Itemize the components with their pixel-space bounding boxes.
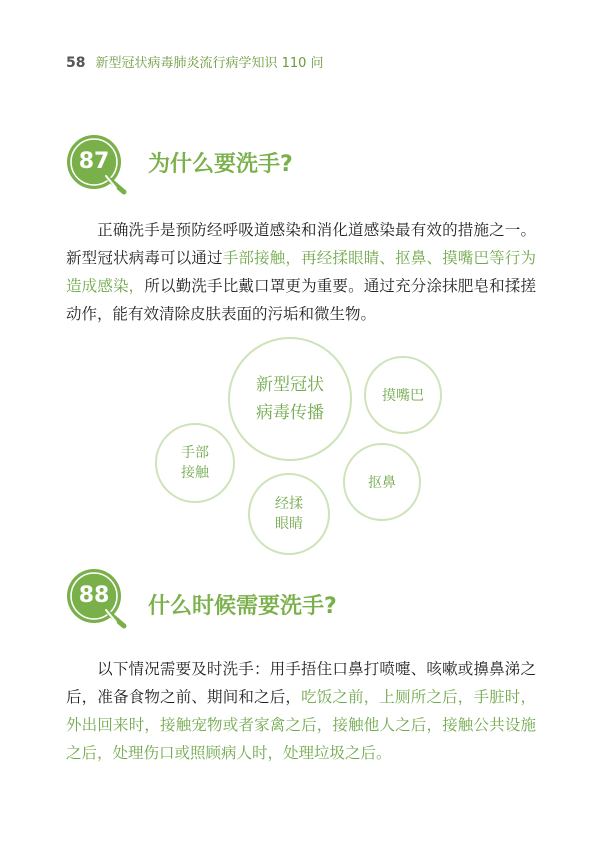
running-header xyxy=(66,52,324,71)
answer-text: 以下情况需要及时洗手：用手捂住口鼻打喷嚏、咳嗽或擤鼻涕之后，准备食物之前、期间和之后， xyxy=(66,660,536,706)
answer-highlight: 手部接触，再经揉眼睛、抠鼻、摸嘴巴等行为造成感染， xyxy=(66,249,536,295)
answer-text: 正确洗手是预防经呼吸道感染和消化道感染最有效的措施之一。新型冠状病毒可以通过 xyxy=(66,221,536,267)
bubble-pick-nose xyxy=(343,443,421,521)
question-number: 88 xyxy=(78,583,110,608)
bubble-virus-transmission xyxy=(228,337,352,461)
question-number: 87 xyxy=(78,149,110,174)
answer-highlight: 吃饭之前，上厕所之后，手脏时，外出回来时，接触宠物或者家禽之后，接触他人之后，接触公共设施之后，处理伤口或照顾病人时，处理垃圾之后。 xyxy=(66,688,536,762)
question-87-badge xyxy=(66,134,132,200)
bubble-rub-eyes xyxy=(248,473,330,555)
question-87-answer xyxy=(66,216,536,328)
bubble-label: 抠鼻 xyxy=(368,475,396,491)
bubble-touch-mouth xyxy=(364,356,442,434)
bubble-label: 新型冠状 xyxy=(256,375,324,395)
bubble-label: 病毒传播 xyxy=(256,403,324,423)
question-88-badge xyxy=(66,568,132,634)
bubble-hand-contact xyxy=(155,423,235,503)
book-title: 新型冠状病毒肺炎流行病学知识 110 问 xyxy=(95,56,324,71)
bubble-label: 经揉 xyxy=(275,496,303,512)
bubble-label: 摸嘴巴 xyxy=(382,388,424,404)
answer-text: 所以勤洗手比戴口罩更为重要。通过充分涂抹肥皂和揉搓动作，能有效清除皮肤表面的污垢和微生物。 xyxy=(66,277,536,323)
bubble-label: 手部 xyxy=(181,445,209,461)
question-88-answer xyxy=(66,655,536,767)
question-87-title: 为什么要洗手? xyxy=(148,152,293,177)
bubble-label: 接触 xyxy=(181,465,209,481)
question-88-title: 什么时候需要洗手? xyxy=(148,594,337,619)
page-number: 58 xyxy=(66,55,86,71)
bubble-label: 眼睛 xyxy=(275,516,303,532)
